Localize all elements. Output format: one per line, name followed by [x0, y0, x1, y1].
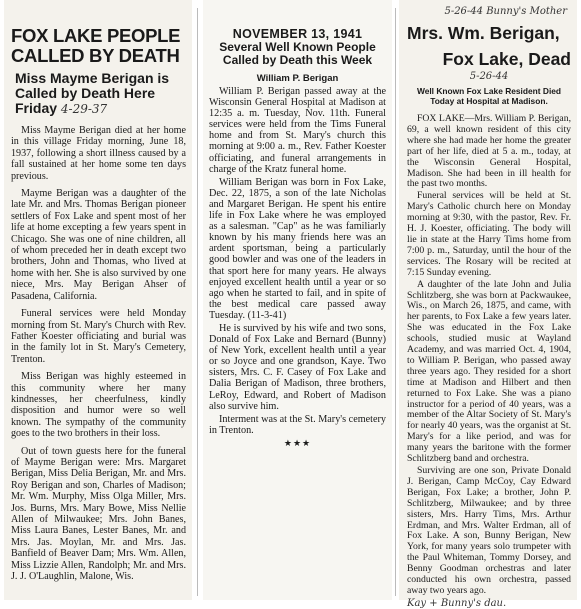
deck-text: Miss Mayme Berigan is Called by Death Here Friday [15, 70, 170, 116]
headline-fox-lake-people: FOX LAKE PEOPLE CALLED BY DEATH [11, 25, 181, 66]
paragraph: FOX LAKE—Mrs. William P. Berigan, 69, a well known resident of this city where she had made her home the greater part of her life, died at 5 a. m., today, at the Wisconsin General Hospital, Madison. She had been in ill health for the past two months. [407, 113, 571, 190]
paragraph: Surviving are one son, Private Donald J. Berigan, Camp McCoy, Cay Edward Berigan, Fox Lake; a brother, John P. Schlitzberg, Milwaukee; and by three sisters, Mrs. Harry Tims, Mrs. Arthur Erdman, and Mrs. Walter Erdman, all of Fox Lake. A son, Bunny Berigan, New York, for many years solo trumpeter with the Paul Whiteman, Tommy Dorsey, and Benny Goodman orchestras and later conducted his own orchestra, passed away two years ago. [407, 465, 571, 596]
paragraph: William Berigan was born in Fox Lake, Dec. 22, 1875, a son of the late Nicholas and Margaret Berigan. He spent his entire life in Fox Lake where he was employed as a salesman. "Cap" as he was familiarly known by his many friends here was an ardent sportsman, being a particularly good bowler and was one of the leaders in that sport here for many years. He always enjoyed excellent health until a year or so ago when he started to fail, and in spite of the best medical care passed away Tuesday. (11-3-41) [209, 176, 386, 321]
headline-several-well-known: Several Well Known People Called by Death this Week [219, 40, 376, 67]
deck-mayme-berigan [15, 71, 186, 117]
paragraph: Out of town guests here for the funeral of Mayme Berigan were: Mrs. Margaret Berigan, Miss Delia Berigan, Mr. and Mrs. Roy Berigan and son, Charles of Madison; Mr. Wm. Murphy, Miss Olga Miller, Mrs. Jos. Burns, Mrs. Mary Bowe, Miss Nellie Allen of Milwaukee; Mrs. John Banes, Miss Laura Banes, Lester Banes, Mr. and Mrs. Jas. Moylan, Mr. and Mrs. Jas. Banfield of Beaver Dam; Mrs. Wm. Allen, Miss Lizzie Allen, Randolph; Mr. and Mrs. J. J. O'Laughlin, Malone, Wis. [11, 445, 186, 583]
clipping-date: NOVEMBER 13, 1941 [232, 27, 363, 41]
subheadline: Well Known Fox Lake Resident Died Today at Hospital at Madison. [416, 86, 562, 106]
paragraph: Miss Mayme Berigan died at her home in this village Friday morning, June 18, 1937, following a short illness caused by a fall sustained at her home some ten days previous. [11, 125, 186, 182]
paragraph: Funeral services will be held at St. Mary's Catholic church here on Monday morning at 9:30, with the pastor, Rev. Fr. H. J. Koester, officiating. The body will lie in state at the Harry Tims home from 7:00 p. m., Saturday, until the hour of the services. The Rosary will be recited at 7:15 Sunday evening. [407, 190, 571, 278]
clipping-mayme-berigan [4, 0, 192, 600]
column-divider-2 [395, 8, 396, 596]
paragraph: William P. Berigan passed away at the Wisconsin General Hospital at Madison at 12:35 a. m. Tuesday, Nov. 11th. Funeral services were held from the Tims Funeral home and from St. Mary's church this morning at 9:00 a. m., Rev. Father Koester officiating, and funeral arrangements in charge of the Kratz funeral home. [209, 86, 386, 175]
paragraph: A daughter of the late John and Julia Schlitzberg, she was born at Packwaukee, Wis., on March 26, 1875, and came, with her parents, to Fox Lake a few years later. She was educated in the Fox Lake schools, studied music at Wayland Academy, and was married Oct. 4, 1904, to William P. Berigan, who passed away three years ago. They resided for a short time at Madison and Hilbert and then returned to Fox Lake. She was a piano instructor for a period of 40 years, was a member of the Altar Society of St. Mary's for nearly 40 years, was the organist at St. Mary's for a like period, and was for many years the baritone with the former Schlitzberg band and orchestra. [407, 278, 571, 465]
handwritten-date: 5-26-44 [469, 71, 509, 82]
clipping-mrs-berigan [399, 0, 577, 609]
handwritten-note: 5-26-44 Bunny's Mother [444, 6, 567, 17]
handwritten-date: 4-29-37 [60, 102, 108, 116]
end-mark: ★★★ [283, 437, 312, 448]
paragraph: Mayme Berigan was a daughter of the late Mr. and Mrs. Thomas Berigan pioneer settlers of Fox Lake and spent most of her life at home excepting a few years spent in Chicago. She was one of nine children, all of whom preceded her in death except two brothers, John and Thomas, who lived at home with her. She is also survived by one niece, Mrs. May Berigan Ahser of Pasadena, California. [11, 188, 186, 302]
handwritten-signature: Kay + Bunny's dau. [407, 597, 507, 609]
column-divider-1 [197, 8, 198, 596]
headline-line-1: Mrs. Wm. Berigan, [407, 23, 560, 43]
clipping-william-berigan [203, 0, 392, 600]
headline-line-2: Fox Lake, Dead [442, 49, 571, 69]
paragraph: Miss Berigan was highly esteemed in this community where her many kindnesses, her cheerfulness, kindly disposition and humor were so well known. The sympathy of the community goes to the two brothers in their loss. [11, 371, 186, 440]
byline: William P. Berigan [256, 73, 339, 84]
paragraph: Funeral services were held Monday morning from St. Mary's Church with Rev. Father Koester officiating and burial was in the family lot in St. Mary's Cemetery, Trenton. [11, 308, 186, 365]
paragraph: He is survived by his wife and two sons, Donald of Fox Lake and Bernard (Bunny) of New York, excellent health until a year or so Joyce and one grandson, Kaye. Two sisters, Mrs. C. F. Casey of Fox Lake and Dalia Berigan of Madison, three brothers, LeRoy, Edward, and Robert of Madison also survive him. [209, 322, 386, 412]
paragraph: Interment was at the St. Mary's cemetery in Trenton. [209, 413, 386, 436]
